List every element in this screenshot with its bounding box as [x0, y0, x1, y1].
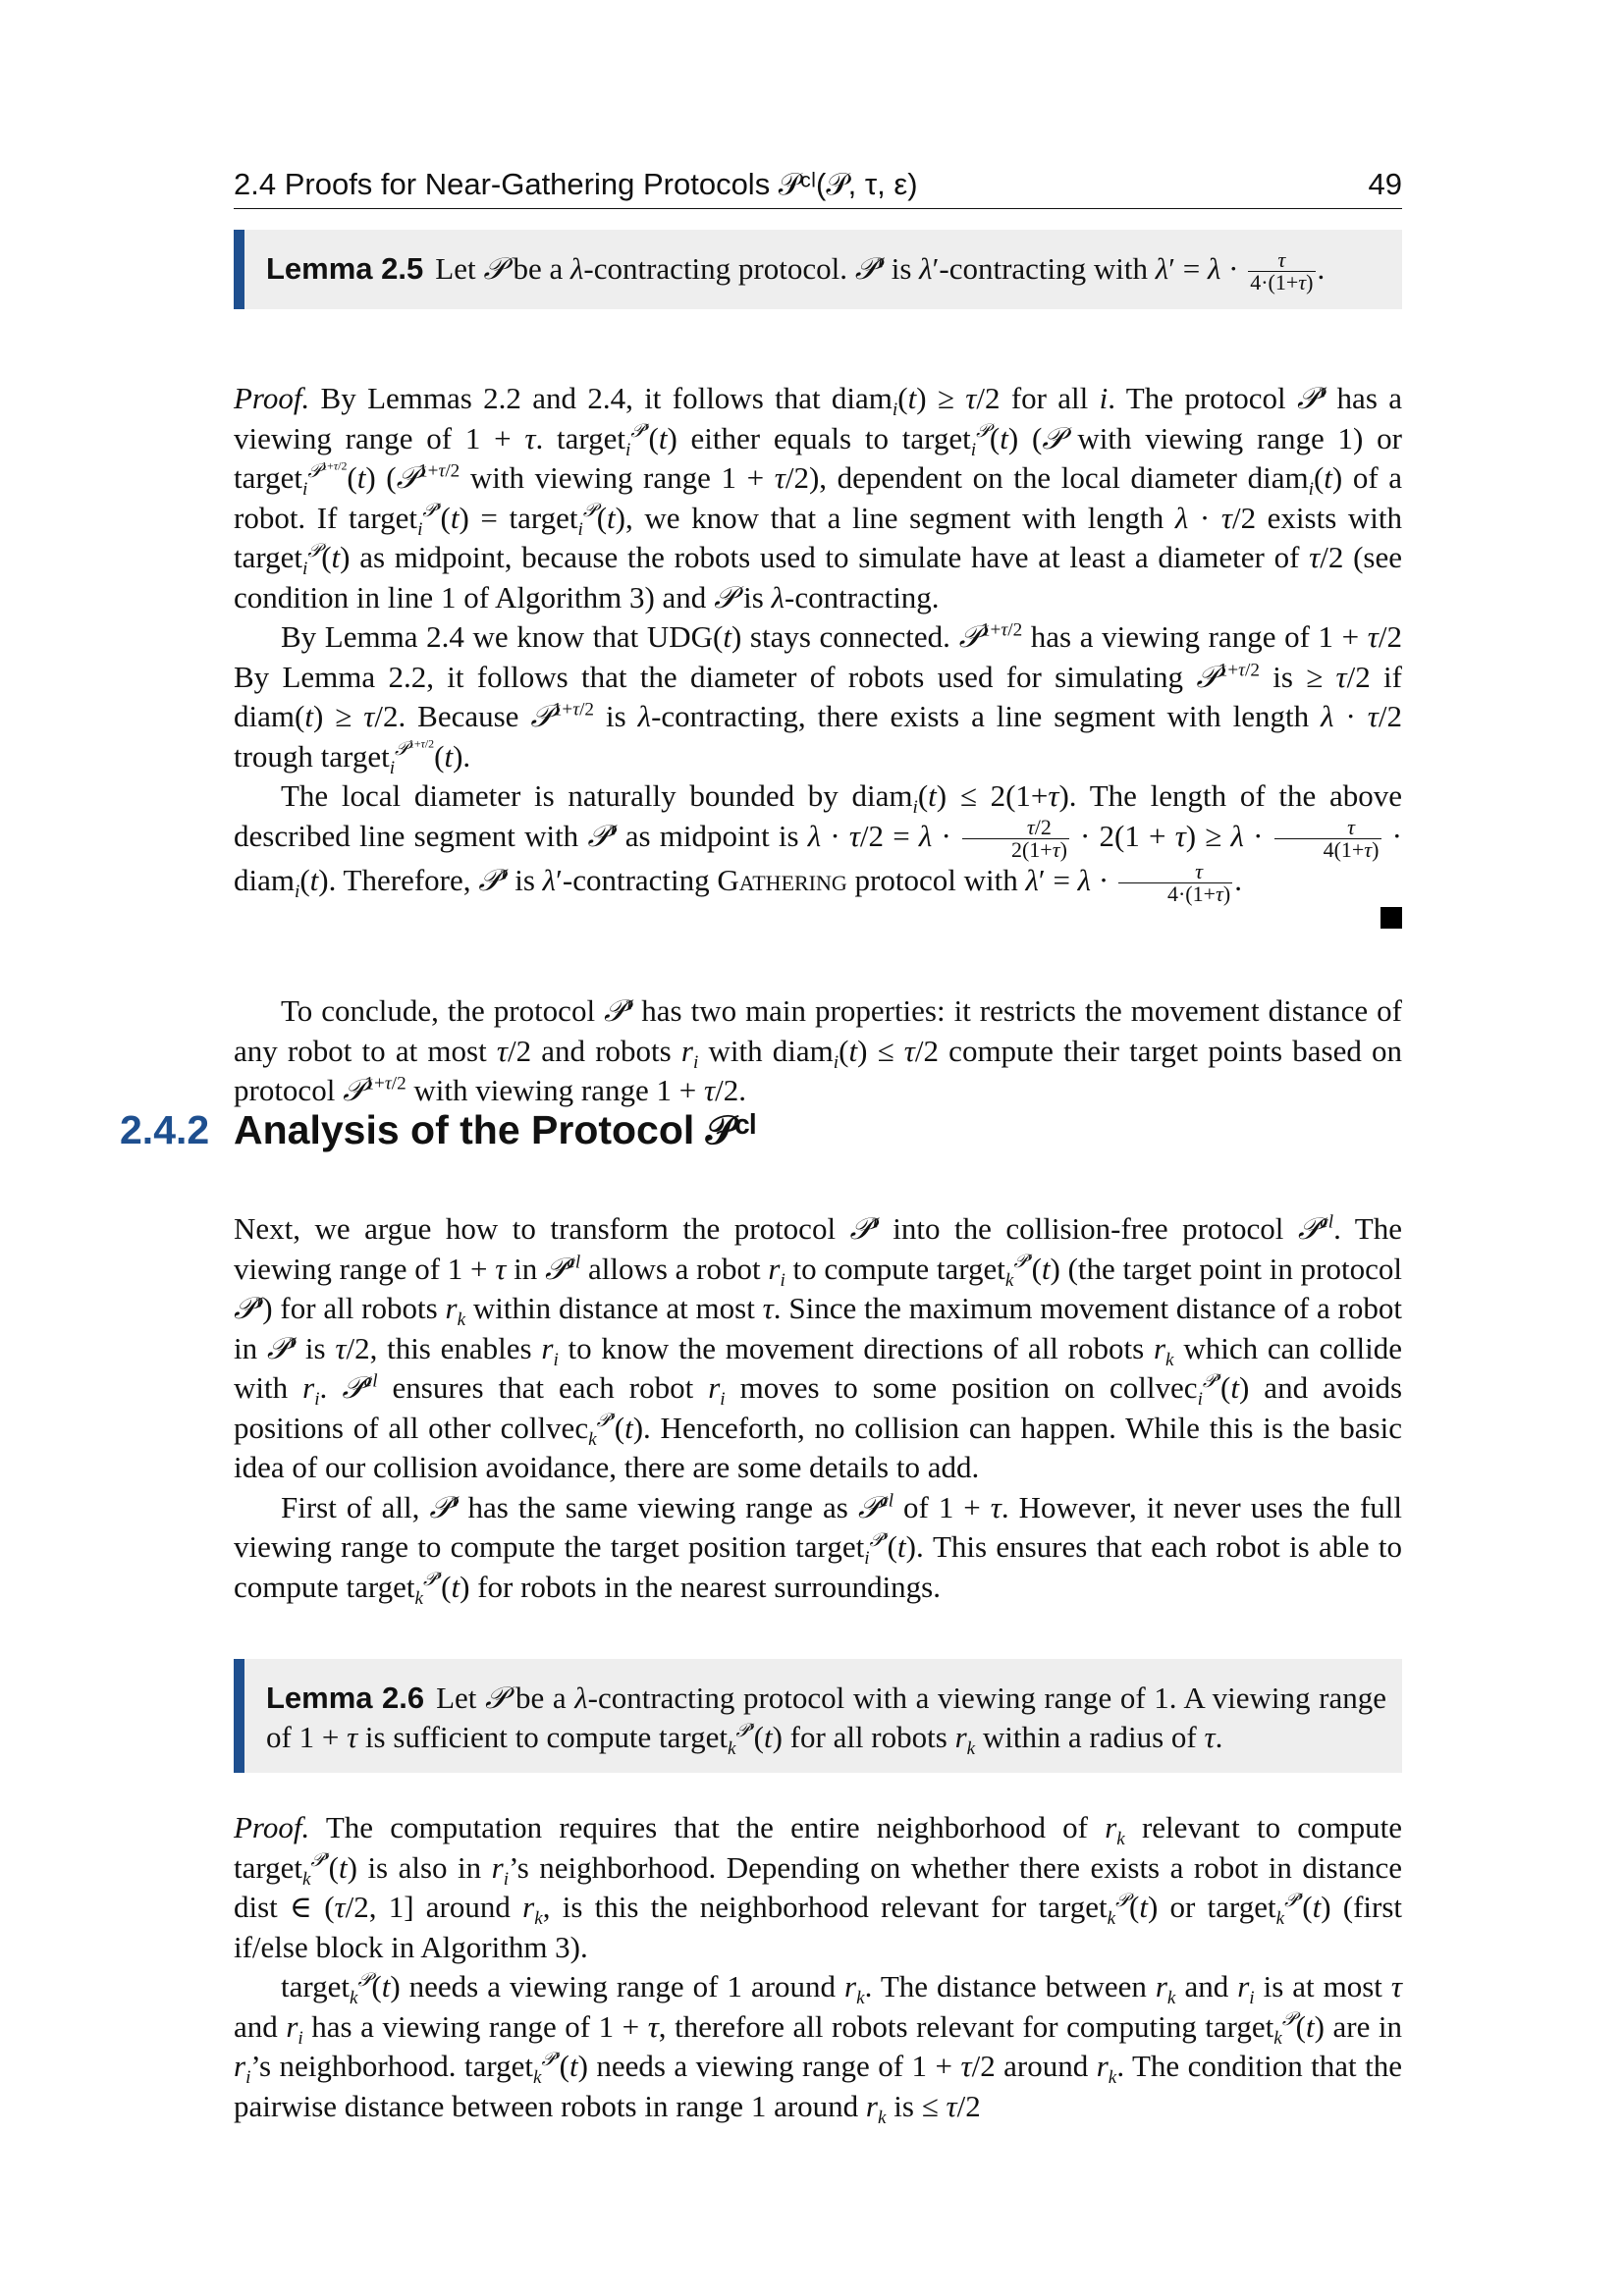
- lemma-2-5: [234, 230, 1402, 309]
- section-number: 2.4.2: [120, 1107, 210, 1152]
- page-number: 49: [1368, 167, 1402, 201]
- body-paragraph: Next, we argue how to transform the protocol 𝒫$^\tau$ into the collision-free protocol 𝒫$^{cl}$. The viewing range of 1 + τ in 𝒫$^{cl}$ allows a robot $r_i$ to compute target$_k^{𝒫^\tau}$(t) (the target point in protocol 𝒫$^\tau$) for all robots $r_k$ within distance at most τ. Since the maximum movement distance of a robot in 𝒫$^\tau$ is τ/2, this enables $r_i$ to know the movement directions of all robots $r_k$ which can collide with $r_i$. 𝒫$^{cl}$ ensures that each robot $r_i$ moves to some position on collvec$_i^{𝒫^\tau}$(t) and avoids positions of all other collvec$_k^{𝒫^\tau}$(t). Henceforth, no collision can happen. While this is the basic idea of our collision avoidance, there are some details to add.: [234, 1211, 1403, 1484]
- lemma-text: Let 𝒫 be a λ-contracting protocol with a viewing range of 1. A viewing range of 1 + τ is sufficient to compute target$_k^{𝒫^\tau}$(t) for all robots $r_k$ within a radius of τ.: [266, 1681, 1386, 1760]
- proof-lemma-2-5: [234, 379, 1402, 929]
- lemma-label: Lemma 2.6: [266, 1681, 425, 1715]
- section-title: Analysis of the Protocol 𝒫ᶜˡ: [234, 1107, 756, 1152]
- proof-lemma-2-6: [234, 1808, 1402, 2126]
- conclusion-paragraph: To conclude, the protocol 𝒫$^\tau$ has two main properties: it restricts the movement distance of any robot to at most τ/2 and robots $r_i$ with diam$_i$(t) ≤ τ/2 compute their target points based on protocol 𝒫$^{1+\tau/2}$ with viewing range 1 + τ/2.: [234, 993, 1403, 1108]
- proof-label: Proof.: [234, 1810, 310, 1844]
- proof-paragraph: Proof. By Lemmas 2.2 and 2.4, it follows that diam$_i$(t) ≥ τ/2 for all i. The protocol 𝒫$^\tau$ has a viewing range of 1 + τ. target$_i^{𝒫^\tau}$(t) either equals to target$_i^𝒫$(t) (𝒫 with viewing range 1) or target$_i^{𝒫^{1+\tau/2}}$(t) (𝒫$^{1+\tau/2}$ with viewing range 1 + τ/2), dependent on the local diameter diam$_i$(t) of a robot. If target$_i^{𝒫^\tau}$(t) = target$_i^𝒫$(t), we know that a line segment with length λ · τ/2 exists with target$_i^𝒫$(t) as midpoint, because the robots used to simulate have at least a diameter of τ/2 (see condition in line 1 of Algorithm 3) and 𝒫 is λ-contracting.: [234, 381, 1403, 615]
- running-header-title: 2.4 Proofs for Near-Gathering Protocols 𝒫ᶜˡ(𝒫, τ, ε): [234, 167, 918, 201]
- running-header: [234, 165, 1402, 209]
- lemma-2-6: [234, 1659, 1402, 1773]
- proof-paragraph: The local diameter is naturally bounded by diam$_i$(t) ≤ 2(1+τ). The length of the above described line segment with 𝒫$^\tau$ as midpoint is λ · τ/2 = λ · $\frac{\tau/2}{2(1+\tau)}$ · 2(1 + τ) ≥ λ · $\frac{\tau}{4(1+\tau)}$ · diam$_i$(t). Therefore, 𝒫$^\tau$ is λ′-contracting Gathering protocol with λ′ = λ · $\frac{\tau}{4\cdot(1+\tau)}$ .: [234, 778, 1402, 907]
- proof-paragraph: By Lemma 2.4 we know that UDG(t) stays connected. 𝒫$^{1+\tau/2}$ has a viewing range of 1 + τ/2 By Lemma 2.2, it follows that the diameter of robots used for simulating 𝒫$^{1+\tau/2}$ is ≥ τ/2 if diam(t) ≥ τ/2. Because 𝒫$^{1+\tau/2}$ is λ-contracting, there exists a line segment with length λ · τ/2 trough target$_i^{𝒫^{1+\tau/2}}$(t).: [234, 619, 1402, 778]
- lemma-label: Lemma 2.5: [266, 251, 424, 286]
- section-heading: [120, 1107, 756, 1154]
- proof-label: Proof.: [234, 381, 310, 415]
- proof-paragraph: Proof. The computation requires that the entire neighborhood of $r_k$ relevant to compute target$_k^{𝒫^\tau}$(t) is also in $r_i’s$ neighborhood. Depending on whether there exists a robot in distance dist ∈ (τ/2, 1] around $r_k$, is this the neighborhood relevant for target$_k^𝒫$(t) or target$_k^{𝒫^\tau}$(t) (first if/else block in Algorithm 3).: [234, 1810, 1403, 1964]
- qed-square-icon: [1380, 907, 1402, 929]
- lemma-text: Let 𝒫 be a λ-contracting protocol. 𝒫$^\tau$ is λ′-contracting with λ′ = λ · $\frac{\tau}{4\cdot(1+\tau)}$ .: [435, 247, 1326, 295]
- body-paragraph: First of all, 𝒫$^\tau$ has the same viewing range as 𝒫$^{cl}$ of 1 + τ. However, it never uses the full viewing range to compute the target position target$_i^{𝒫^\tau}$(t). This ensures that each robot is able to compute target$_k^{𝒫^\tau}$(t) for robots in the nearest surroundings.: [234, 1489, 1402, 1609]
- proof-paragraph: target$_k^𝒫$(t) needs a viewing range of 1 around $r_k$. The distance between $r_k$ and $r_i$ is at most τ and $r_i$ has a viewing range of 1 + τ, therefore all robots relevant for computing target$_k^𝒫$(t) are in $r_i’s$ neighborhood. target$_k^{𝒫^\tau}$(t) needs a viewing range of 1 + τ/2 around $r_k$. The condition that the pairwise distance between robots in range 1 around $r_k$ is ≤ τ/2: [234, 1967, 1403, 2128]
- section-body: [234, 1209, 1402, 1607]
